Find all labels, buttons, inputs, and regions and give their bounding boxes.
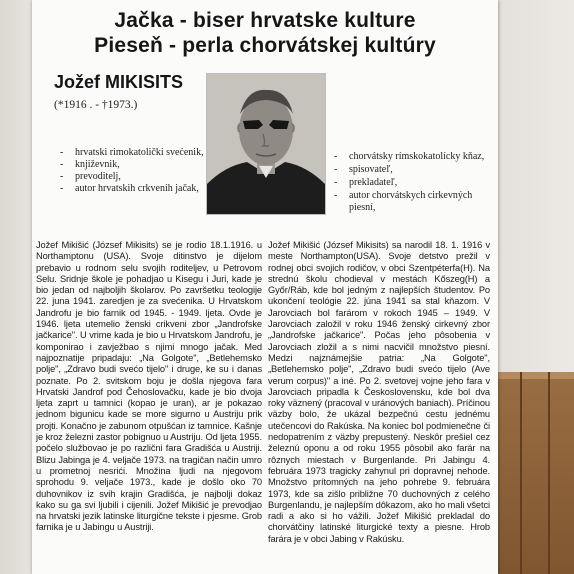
cabinet-seam	[520, 372, 522, 574]
wall-right	[498, 0, 574, 380]
role-item: - hrvatski rimokatolički svećenik,	[60, 147, 220, 159]
biography-slovak: Jožef Mikišić (József Mikisits) sa narodil 18. 1. 1916 v meste Northampton(USA). Svoje detstvo prežil v rodnej obci svojich rodičov, v obci Szentpéterfa(H). Na strednú školu chodieval v mestách Kőszeg(H) a Győr/Ráb, kde bol jedným z najlepších študentov. Po ukončení teológie 22. júna 1941 sa stal kňazom. V Jarovciach bol farárom v rokoch 1945 – 1949. V Jarovciach založil v roku 1946 ženský cirkevný zbor „Jandrofske jačkarice". Počas jeho pôsobenia v Jarovciach zložil a s nimi nacvičil množstvo piesní. Medzi najznámejšie patria: „Na Golgote", „Betlehemsko polje", „Zdravo budi svećo tijelo (Ave verum corpus)" a iné. Po 2. svetovej vojne jeho fara v Jarovciach pripadla k Československu, kde bol dva roky väznený (pracoval v uránových baniach). Príčinou väzby bolo, že ukázal bezpečnú cestu jednému utečencovi do Rakúska. Na koniec bol podmienečne či nedopatrením z väzby prepustený. Neskôr prešiel cez železnú oponu a od roku 1955 pôsobil ako farár na rôznych miestach v Burgenlande. Pri Jabingu 4. februára 1973 tragicky zahynul pri dopravnej nehode. Množstvo prítomných na jeho pohrebe 9. februára 1973, kde sa zišlo približne 70 duchovných z celého Burgenlandu, je najlepším dôkazom, ako ho mali všetci radi a ako si ho vážili. Jožef Mikišić prekladal do chorvátčiny latinské liturgické texty a piesne. Hrob farára je v obci Jabing v Rakúsku.	[268, 240, 490, 544]
cabinet-seam	[548, 372, 550, 574]
roles-list-croatian	[60, 147, 220, 195]
role-item: - prekladateľ,	[334, 177, 486, 189]
role-item: - književnik,	[60, 159, 220, 171]
role-item: - autor hrvatskih crkvenih jačak,	[60, 183, 220, 195]
role-item: - spisovateľ,	[334, 164, 486, 176]
poster	[32, 0, 498, 574]
role-item: - chorvátsky rímskokatolícky kňaz,	[334, 151, 486, 163]
role-item: - autor chorvátskych cirkevných piesní,	[334, 190, 486, 214]
roles-list-slovak	[334, 151, 486, 215]
biography-croatian: Jožef Mikišić (József Mikisits) se je rodio 18.1.1916. u Northamptonu (USA). Svoje ditinstvo je dijelom prebavio u rodnom selu svojih roditeljev, u Petrovom Selu. Sridnje škole je pohadjao u Kisegu i Juri, kade je bio jedan od najboljih školarov. Po završetku teologije 22. juna 1941. zaredjen je za svećenika. U Hrvatskom Jandrofu je bio farnik od 1945. - 1949. ljeta. Ovde je 1946. ljeta utemelio ženski crikveni zbor „Jandrofske jačkarice". U vrime kada je bio u Hrvatskom Jandrofu, je komponirao i zavježbao s njimi mnogo jačak. Med najpoznatije pripadaju: „Na Golgote", „Betlehemsko polje", „Zdravo budi svećo tijelo" i druge, ke su i danas poznate. Po 2. svitskom boju je došla njegova fara Hrvatski Jandrof pod Čehoslovačku, kade je bio dvoja ljeta zaprt u tamnici (kopao je uran), ar je pokazao jednom bigunicu kade se more sigurno u Austriju prik projti. Konačno je zabunom otpušćan iz tamnice. Kašnje je kroz železni zastor pobignuo u Austriju. Od ljeta 1955. počelo službovao je po različni fara Gradišća u Austriji. Blizu Jabinga je 4. veljače 1973. na tragičan način umro u prometnoj nesrići. Množina ljudi na njegovom sprohodu 9. veljače 1973., kade je došlo oko 70 duhovnikov iz svih krajin Gradišća, je najbolji dokaz kako su ga svi ljubili i cijenili. Jožef Mikišić je prevodjao na hrvatski jezik latinske liturgične tekste i pjesme. Grob farnika je u Jabingu u Austriji.	[36, 240, 262, 533]
life-dates: (*1916 . - †1973.)	[54, 99, 138, 111]
wall-left	[0, 0, 30, 574]
title-croatian: Jačka - biser hrvatske kulture	[114, 9, 416, 32]
role-item: - prevoditelj,	[60, 171, 220, 183]
title-slovak: Pieseň - perla chorvátskej kultúry	[94, 34, 436, 57]
person-name: Jožef MIKISITS	[54, 72, 184, 92]
wooden-cabinet	[498, 372, 574, 574]
portrait-photo	[206, 73, 326, 215]
cabinet-top	[498, 372, 574, 379]
